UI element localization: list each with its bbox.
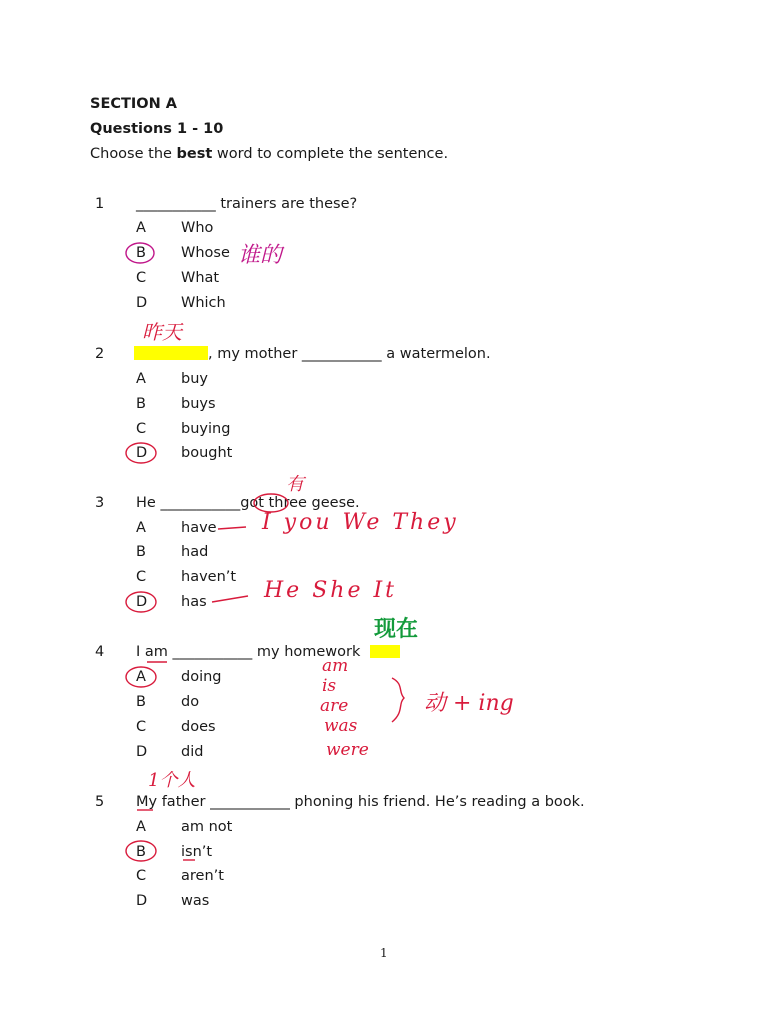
instruction-pre: Choose the bbox=[90, 146, 177, 162]
answer-blank: ___________ bbox=[210, 794, 290, 810]
annotation-am: am bbox=[322, 656, 349, 676]
option-letter: A bbox=[136, 520, 146, 536]
annotation-have: 有 bbox=[286, 474, 304, 495]
option-text: did bbox=[181, 744, 204, 760]
annotation-yesterday: 昨天 bbox=[142, 320, 182, 344]
option-text: buy bbox=[181, 371, 208, 387]
option-letter: C bbox=[136, 868, 147, 884]
section-title: SECTION A bbox=[90, 96, 178, 112]
annotation-is: is bbox=[322, 676, 337, 696]
option-letter: A bbox=[136, 371, 146, 387]
option-text: has bbox=[181, 594, 207, 610]
stem-text: phoning his friend. He’s reading a book. bbox=[289, 794, 585, 810]
option-letter: C bbox=[136, 421, 147, 437]
question-number: 5 bbox=[95, 794, 105, 810]
option-text: do bbox=[181, 694, 200, 710]
dash-has bbox=[212, 596, 248, 602]
question-stem bbox=[136, 195, 357, 213]
stem-text: My father bbox=[136, 794, 211, 810]
question-number: 3 bbox=[95, 495, 105, 511]
annotation-verb-ing: 动 + ing bbox=[424, 691, 514, 716]
answer-blank: ___________ bbox=[172, 644, 253, 660]
option-letter: D bbox=[136, 295, 148, 311]
questions-range: Questions 1 - 10 bbox=[90, 121, 224, 137]
option-letter: C bbox=[136, 270, 147, 286]
option-text: isn’t bbox=[181, 844, 213, 860]
option-letter: A bbox=[136, 220, 146, 236]
annotation-now: 现在 bbox=[374, 616, 419, 642]
dash-have bbox=[218, 527, 246, 529]
annotation-were: were bbox=[326, 740, 369, 760]
option-letter: D bbox=[136, 594, 148, 610]
stem-text: three geese. bbox=[263, 495, 360, 511]
option-text: aren’t bbox=[181, 868, 224, 884]
answer-blank: ___________ bbox=[136, 196, 216, 212]
option-text: am not bbox=[181, 819, 233, 835]
option-letter: B bbox=[136, 396, 146, 412]
annotation-was: was bbox=[324, 716, 358, 736]
option-text: buys bbox=[181, 396, 216, 412]
annotation-has-subjects: He She It bbox=[264, 578, 397, 603]
option-letter: D bbox=[136, 744, 148, 760]
stem-text: my homework bbox=[252, 644, 361, 660]
question-number: 4 bbox=[95, 644, 105, 660]
option-text: was bbox=[181, 893, 210, 909]
option-letter: C bbox=[136, 719, 147, 735]
option-letter: B bbox=[136, 844, 146, 860]
annotation-whose: 谁的 bbox=[238, 243, 283, 268]
option-text: does bbox=[181, 719, 216, 735]
stem-text: , my mother bbox=[208, 346, 302, 362]
highlight-mark bbox=[370, 645, 400, 658]
question-number: 1 bbox=[95, 196, 105, 212]
option-text: buying bbox=[181, 421, 231, 437]
option-letter: B bbox=[136, 245, 146, 261]
question-number: 2 bbox=[95, 346, 105, 362]
option-text: What bbox=[181, 270, 220, 286]
option-text: Who bbox=[181, 220, 214, 236]
option-text: doing bbox=[181, 669, 222, 685]
circled-word: got bbox=[240, 495, 264, 511]
question-stem bbox=[136, 793, 585, 811]
option-text: Which bbox=[181, 295, 226, 311]
option-text: had bbox=[181, 544, 209, 560]
option-text: have bbox=[181, 520, 217, 536]
answer-blank: ___________ bbox=[160, 495, 241, 511]
stem-text: trainers are these? bbox=[215, 196, 358, 212]
option-letter: A bbox=[136, 669, 146, 685]
option-letter: B bbox=[136, 544, 146, 560]
page-number: 1 bbox=[380, 946, 388, 960]
highlight-mark bbox=[134, 346, 208, 360]
stem-text: He bbox=[136, 495, 161, 511]
instruction-post: word to complete the sentence. bbox=[212, 146, 449, 162]
instruction bbox=[90, 145, 448, 163]
instruction-bold: best bbox=[176, 146, 213, 162]
option-letter: C bbox=[136, 569, 147, 585]
stem-text: I am bbox=[136, 644, 173, 660]
answer-blank: ___________ bbox=[301, 346, 382, 362]
option-letter: B bbox=[136, 694, 146, 710]
option-text: bought bbox=[181, 445, 233, 461]
option-text: Whose bbox=[181, 245, 230, 261]
annotation-are: are bbox=[320, 696, 349, 716]
annotation-have-subjects: I you We They bbox=[262, 510, 459, 535]
option-letter: A bbox=[136, 819, 146, 835]
option-letter: D bbox=[136, 893, 148, 909]
option-letter: D bbox=[136, 445, 148, 461]
stem-text: a watermelon. bbox=[381, 346, 491, 362]
option-text: haven’t bbox=[181, 569, 237, 585]
annotation-one-person: 1个人 bbox=[148, 770, 196, 791]
question-stem bbox=[208, 345, 491, 363]
brace-be-forms bbox=[392, 678, 404, 722]
